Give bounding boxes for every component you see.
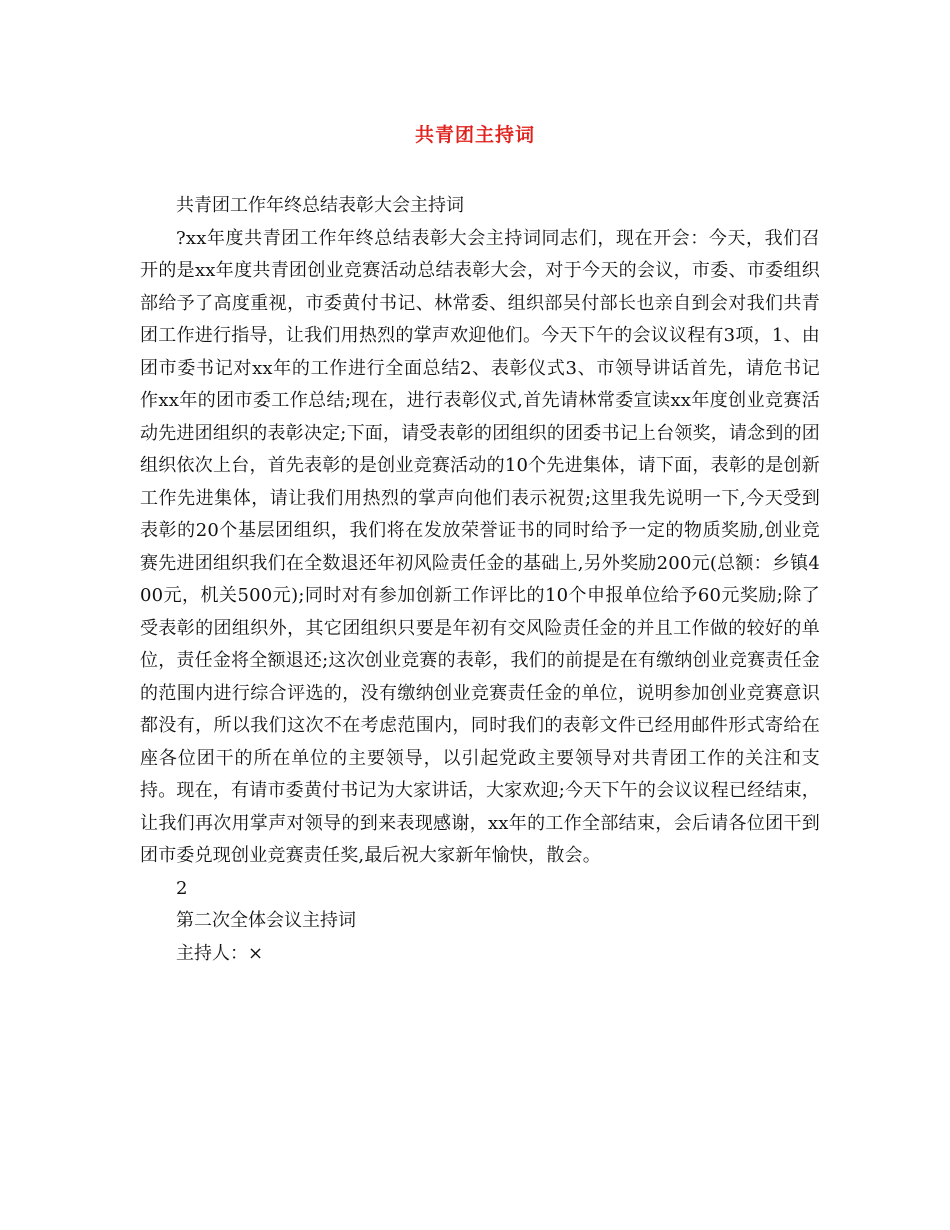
document-body — [140, 190, 820, 970]
paragraph-host: 主持人：× — [176, 942, 264, 964]
document-title: 共青团主持词 — [414, 124, 535, 146]
paragraph-main: ?xx年度共青团工作年终总结表彰大会主持词同志们，现在开会：今天，我们召开的是xx年度共青团创业竞赛活动总结表彰大会，对于今天的会议，市委、市委组织部给予了高度重视，市委黄付书记、林常委、组织部吴付部长也亲自到会对我们共青团工作进行指导，让我们用热烈的掌声欢迎他们。今天下午的会议议程有3项，1、由团市委书记对xx年的工作进行全面总结2、表彰仪式3、市领导讲话首先，请危书记作xx年的团市委工作总结;现在，进行表彰仪式,首先请林常委宣读xx年度创业竞赛活动先进团组织的表彰决定;下面，请受表彰的团组织的团委书记上台领奖，请念到的团组织依次上台，首先表彰的是创业竞赛活动的10个先进集体，请下面，表彰的是创新工作先进集体，请让我们用热烈的掌声向他们表示祝贺;这里我先说明一下,今天受到表彰的20个基层团组织，我们将在发放荣誉证书的同时给予一定的物质奖励,创业竞赛先进团组织我们在全数退还年初风险责任金的基础上,另外奖励200元(总额：乡镇400元，机关500元);同时对有参加创新工作评比的10个申报单位给予60元奖励;除了受表彰的团组织外，其它团组织只要是年初有交风险责任金的并且工作做的较好的单位，责任金将全额退还;这次创业竞赛的表彰，我们的前提是在有缴纳创业竞赛责任金的范围内进行综合评选的，没有缴纳创业竞赛责任金的单位，说明参加创业竞赛意识都没有，所以我们这次不在考虑范围内，同时我们的表彰文件已经用邮件形式寄给在座各位团干的所在单位的主要领导，以引起党政主要领导对共青团工作的关注和支持。现在，有请市委黄付书记为大家讲话，大家欢迎;今天下午的会议议程已经结束，让我们再次用掌声对领导的到来表现感谢，xx年的工作全部结束，会后请各位团干到团市委兑现创业竞赛责任奖,最后祝大家新年愉快，散会。 — [140, 227, 820, 866]
paragraph-heading-second-meeting: 第二次全体会议主持词 — [176, 910, 356, 931]
paragraph-page-number: 2 — [176, 877, 188, 899]
paragraph-subtitle: 共青团工作年终总结表彰大会主持词 — [176, 195, 464, 216]
